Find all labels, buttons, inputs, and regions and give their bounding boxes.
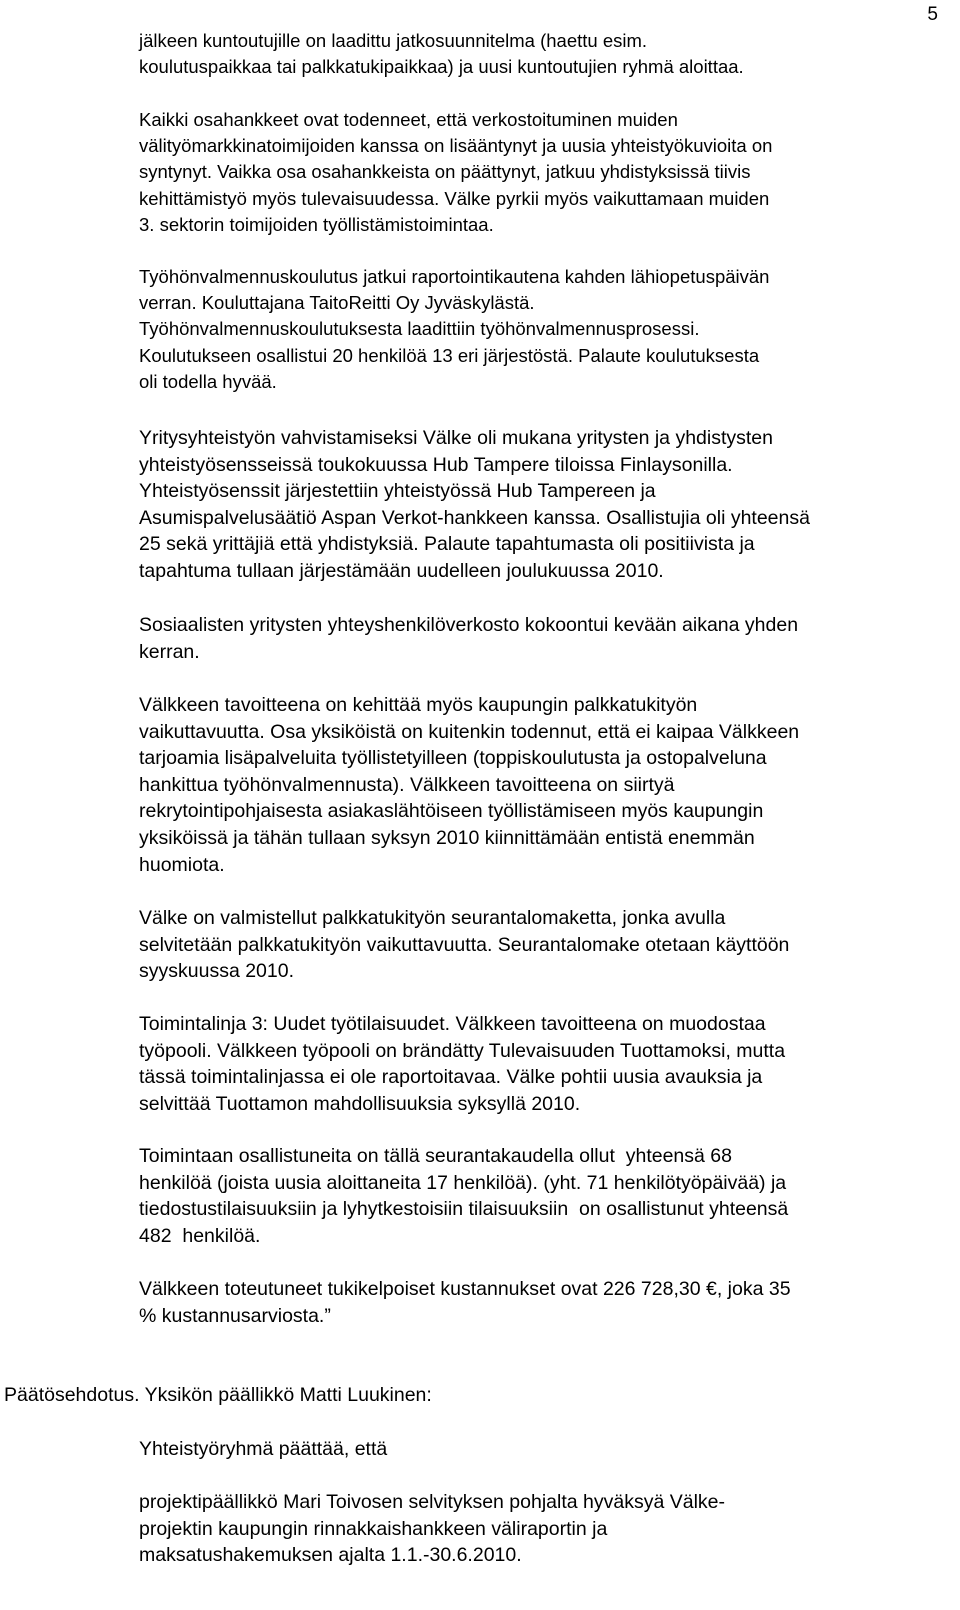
text-line: Välke on valmistellut palkkatukityön seurantalomaketta, jonka avulla bbox=[139, 907, 726, 929]
text-line: jälkeen kuntoutujille on laadittu jatkosuunnitelma (haettu esim. bbox=[139, 30, 648, 51]
paragraph-rehabilitation bbox=[139, 28, 954, 80]
text-line: tapahtuma tullaan järjestämään uudelleen joulukuussa 2010. bbox=[139, 559, 664, 582]
text-line: yhteistyösensseissä toukokuussa Hub Tampere tiloissa Finlaysonilla. bbox=[139, 453, 733, 476]
text-line: 3. sektorin toimijoiden työllistämistoimintaa. bbox=[139, 213, 494, 235]
paragraph-action-line-3 bbox=[139, 1011, 954, 1117]
text-line: maksatushakemuksen ajalta 1.1.-30.6.2010. bbox=[139, 1544, 522, 1567]
text-line: Päätösehdotus. Yksikön päällikkö Matti Luukinen: bbox=[4, 1384, 432, 1406]
text-line: kehittämistyö myös tulevaisuudessa. Välke pyrkii myös vaikuttamaan muiden bbox=[139, 187, 770, 209]
text-line: Välkkeen toteutuneet tukikelpoiset kustannukset ovat 226 728,30 €, joka 35 bbox=[139, 1278, 791, 1300]
text-line: henkilöä (joista uusia aloittaneita 17 henkilöä). (yht. 71 henkilötyöpäivää) ja bbox=[139, 1171, 787, 1194]
text-line: 25 sekä yrittäjiä että yhdistyksiä. Palaute tapahtumasta oli positiivista ja bbox=[139, 533, 755, 556]
text-line: tiedostustilaisuuksiin ja lyhytkestoisiin tilaisuuksiin on osallistunut yhteensä bbox=[139, 1198, 789, 1221]
text-line: Välkkeen tavoitteena on kehittää myös kaupungin palkkatukityön bbox=[139, 694, 698, 716]
text-line: Toimintalinja 3: Uudet työtilaisuudet. Välkkeen tavoitteena on muodostaa bbox=[139, 1013, 766, 1035]
text-line: hankittua työhönvalmennusta). Välkkeen tavoitteena on siirtyä bbox=[139, 773, 675, 796]
text-line: työpooli. Välkkeen työpooli on brändätty Tulevaisuuden Tuottamoksi, mutta bbox=[139, 1039, 786, 1062]
text-line: selvittää Tuottamon mahdollisuuksia syksyllä 2010. bbox=[139, 1092, 581, 1115]
paragraph-networking bbox=[139, 107, 954, 238]
paragraph-decision bbox=[139, 1489, 954, 1569]
text-line: huomiota. bbox=[139, 853, 225, 876]
text-line: % kustannusarviosta.” bbox=[139, 1304, 331, 1327]
text-line: Työhönvalmennuskoulutus jatkui raportointikautena kahden lähiopetuspäivän bbox=[139, 266, 770, 287]
text-line: Yritysyhteistyön vahvistamiseksi Välke oli mukana yritysten ja yhdistysten bbox=[139, 427, 773, 449]
text-line: koulutuspaikkaa tai palkkatukipaikkaa) ja uusi kuntoutujien ryhmä aloittaa. bbox=[139, 56, 744, 78]
paragraph-group-decides bbox=[139, 1436, 954, 1463]
text-line: yksiköissä ja tähän tullaan syksyn 2010 kiinnittämään entistä enemmän bbox=[139, 826, 755, 849]
text-line: Työhönvalmennuskoulutuksesta laadittiin työhönvalmennusprosessi. bbox=[139, 318, 700, 340]
text-line: syntynyt. Vaikka osa osahankkeista on päättynyt, jatkuu yhdistyksissä tiivis bbox=[139, 161, 751, 183]
text-line: selvitetään palkkatukityön vaikuttavuutta. Seurantalomake otetaan käyttöön bbox=[139, 933, 790, 956]
text-line: välityömarkkinatoimijoiden kanssa on lisääntynyt ja uusia yhteistyökuvioita on bbox=[139, 135, 773, 157]
text-line: Sosiaalisten yritysten yhteyshenkilöverkosto kokoontui kevään aikana yhden bbox=[139, 614, 799, 636]
text-line: Toimintaan osallistuneita on tällä seurantakaudella ollut yhteensä 68 bbox=[139, 1145, 732, 1167]
text-line: Koulutukseen osallistui 20 henkilöä 13 eri järjestöstä. Palaute koulutuksesta bbox=[139, 344, 760, 366]
text-line: kerran. bbox=[139, 640, 200, 663]
text-line: oli todella hyvää. bbox=[139, 370, 277, 392]
decision-proposal-heading bbox=[4, 1382, 819, 1409]
text-line: projektipäällikkö Mari Toivosen selvityksen pohjalta hyväksyä Välke- bbox=[139, 1491, 725, 1513]
text-line: verran. Kouluttajana TaitoReitti Oy Jyväskylästä. bbox=[139, 292, 535, 314]
paragraph-monitoring-form bbox=[139, 905, 954, 985]
text-line: Asumispalvelusäätiö Aspan Verkot-hankkeen kanssa. Osallistujia oli yhteensä bbox=[139, 506, 810, 529]
text-line: tässä toimintalinjassa ei ole raportoitavaa. Välke pohtii uusia avauksia ja bbox=[139, 1066, 763, 1089]
text-line: Yhteistyöryhmä päättää, että bbox=[139, 1438, 388, 1460]
text-line: syyskuussa 2010. bbox=[139, 960, 295, 983]
paragraph-business-cooperation bbox=[139, 425, 954, 585]
paragraph-participants bbox=[139, 1143, 954, 1249]
text-line: Kaikki osahankkeet ovat todenneet, että verkostoituminen muiden bbox=[139, 109, 678, 130]
text-line: rekrytointipohjaisesta asiakaslähtöiseen työllistämiseen myös kaupungin bbox=[139, 800, 764, 823]
paragraph-wage-subsidy-goal bbox=[139, 692, 954, 878]
text-line: 482 henkilöä. bbox=[139, 1224, 261, 1247]
text-line: vaikuttavuutta. Osa yksiköistä on kuitenkin todennut, että ei kaipaa Välkkeen bbox=[139, 720, 800, 743]
paragraph-coaching-training bbox=[139, 264, 954, 395]
text-line: Yhteistyösenssit järjestettiin yhteistyössä Hub Tampereen ja bbox=[139, 480, 656, 503]
text-line: tarjoamia lisäpalveluita työllistetyilleen (toppiskoulutusta ja ostopalveluna bbox=[139, 747, 767, 770]
paragraph-social-enterprises bbox=[139, 612, 954, 665]
paragraph-costs bbox=[139, 1276, 954, 1329]
text-line: projektin kaupungin rinnakkaishankkeen väliraportin ja bbox=[139, 1517, 608, 1540]
page-number: 5 bbox=[927, 4, 938, 25]
